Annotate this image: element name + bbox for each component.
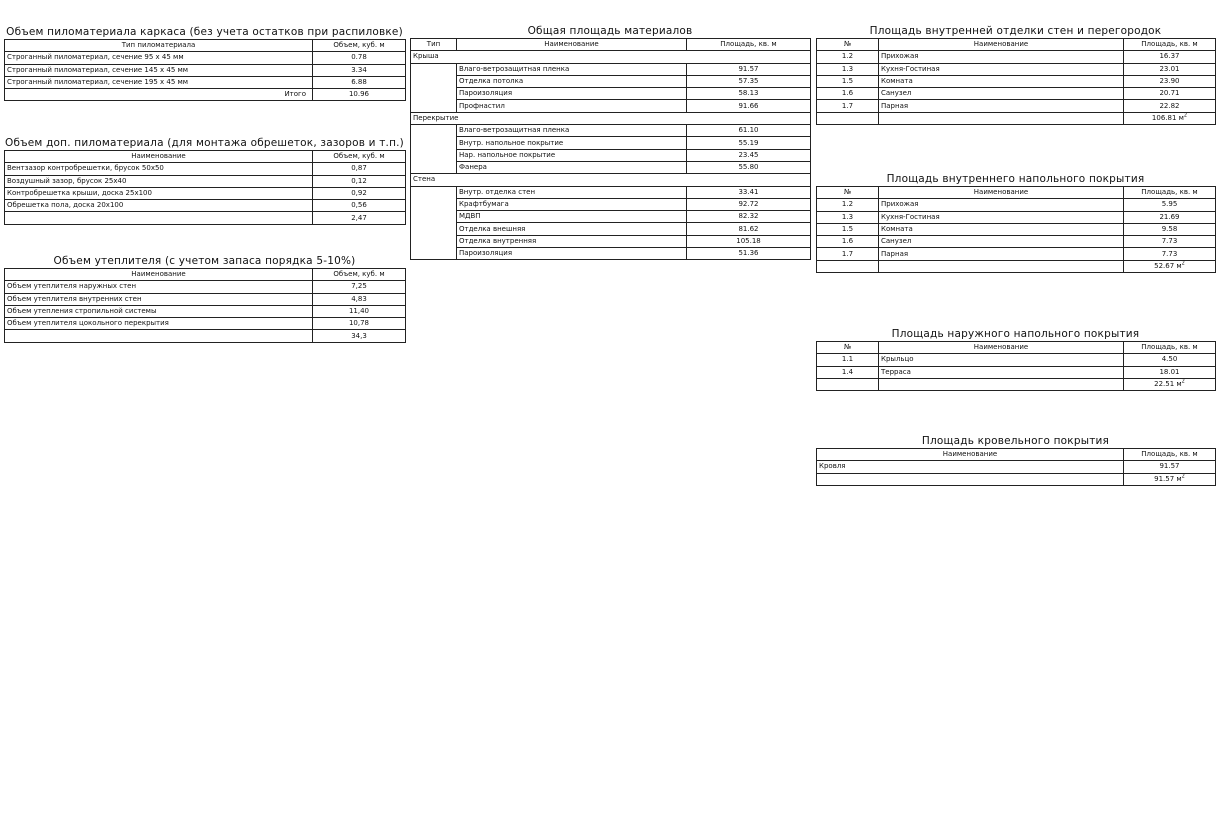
group-spacer	[411, 63, 457, 75]
insulation-volume-table	[4, 268, 406, 343]
total-empty	[817, 378, 879, 390]
row-value: 105.18	[687, 235, 811, 247]
table-row	[5, 175, 406, 187]
row-name: Обрешетка пола, доска 20х100	[5, 200, 313, 212]
row-name: Влаго-ветрозащитная пленка	[457, 125, 687, 137]
materials-area-block	[410, 24, 810, 260]
total-value: 2,47	[313, 212, 406, 224]
row-value: 51.36	[687, 248, 811, 260]
row-value: 91.57	[1124, 461, 1216, 473]
table-header-row	[817, 449, 1216, 461]
row-name: Строганный пиломатериал, сечение 95 х 45 мм	[5, 52, 313, 64]
row-value: 18.01	[1124, 366, 1216, 378]
table-row	[411, 198, 811, 210]
unit-superscript: 2	[1183, 112, 1188, 119]
table-row	[817, 51, 1216, 63]
total-value: 91.57 м	[1154, 474, 1182, 483]
row-name: Внутр. отделка стен	[457, 186, 687, 198]
table-row	[817, 354, 1216, 366]
total-label: Итого	[5, 89, 313, 101]
column-header: Объем, куб. м	[313, 151, 406, 163]
table-row	[5, 293, 406, 305]
group-spacer	[411, 198, 457, 210]
row-name: Комната	[879, 223, 1124, 235]
row-value: 91.66	[687, 100, 811, 112]
group-spacer	[411, 248, 457, 260]
table-row	[411, 75, 811, 87]
row-value: 91.57	[687, 63, 811, 75]
inner-floor-area-block	[816, 172, 1215, 273]
materials-area-title: Общая площадь материалов	[527, 25, 693, 37]
row-name: Санузел	[879, 236, 1124, 248]
inner-wall-area-title: Площадь внутренней отделки стен и перегородок	[869, 25, 1162, 37]
table-row	[817, 63, 1216, 75]
group-header-row	[411, 174, 811, 186]
group-spacer	[411, 223, 457, 235]
group-spacer	[411, 211, 457, 223]
row-name: Парная	[879, 100, 1124, 112]
table-row	[411, 137, 811, 149]
unit-superscript: 2	[1181, 473, 1185, 480]
row-value: 23.90	[1124, 75, 1216, 87]
row-value: 23.01	[1124, 63, 1216, 75]
group-spacer	[411, 125, 457, 137]
column-header: Площадь, кв. м	[1124, 449, 1216, 461]
row-value: 11,40	[313, 305, 406, 317]
table-header-row	[411, 39, 811, 51]
table-row	[5, 281, 406, 293]
row-value: 9.58	[1124, 223, 1216, 235]
row-name: Воздушный зазор, брусок 25х40	[5, 175, 313, 187]
insulation-volume-block	[4, 254, 405, 343]
row-number: 1.2	[817, 51, 879, 63]
total-empty	[879, 112, 1124, 124]
group-header-row	[411, 112, 811, 124]
column-header: №	[817, 342, 879, 354]
row-number: 1.2	[817, 199, 879, 211]
total-cell	[1124, 473, 1216, 485]
column-header: Площадь, кв. м	[687, 39, 811, 51]
frame-volume-table	[4, 39, 406, 101]
total-empty	[817, 112, 879, 124]
row-name: Комната	[879, 75, 1124, 87]
row-name: Объем утеплителя цокольного перекрытия	[5, 318, 313, 330]
row-name: Контробрешетка крыши, доска 25х100	[5, 187, 313, 199]
table-row	[411, 248, 811, 260]
column-header: №	[817, 187, 879, 199]
unit-superscript: 2	[1181, 260, 1185, 267]
row-value: 0,56	[313, 200, 406, 212]
column-header: Наименование	[879, 187, 1124, 199]
group-type-label: Стена	[411, 174, 811, 186]
row-name: Внутр. напольное покрытие	[457, 137, 687, 149]
row-number: 1.1	[817, 354, 879, 366]
inner-floor-area-table	[816, 186, 1216, 273]
row-value: 21.69	[1124, 211, 1216, 223]
total-row	[817, 473, 1216, 485]
table-row	[817, 100, 1216, 112]
inner-floor-area-title: Площадь внутреннего напольного покрытия	[886, 173, 1145, 185]
group-spacer	[411, 149, 457, 161]
table-row	[817, 199, 1216, 211]
row-value: 16.37	[1124, 51, 1216, 63]
row-value: 7.73	[1124, 236, 1216, 248]
total-row	[817, 260, 1216, 272]
table-row	[5, 64, 406, 76]
table-row	[817, 75, 1216, 87]
row-number: 1.7	[817, 248, 879, 260]
row-name: Влаго-ветрозащитная пленка	[457, 63, 687, 75]
row-value: 55.80	[687, 161, 811, 173]
row-name: Крафтбумага	[457, 198, 687, 210]
row-value: 82.32	[687, 211, 811, 223]
table-row	[5, 200, 406, 212]
column-header: Наименование	[879, 342, 1124, 354]
table-row	[411, 149, 811, 161]
row-number: 1.3	[817, 63, 879, 75]
row-name: Фанера	[457, 161, 687, 173]
table-row	[817, 223, 1216, 235]
row-value: 4,83	[313, 293, 406, 305]
roof-area-title: Площадь кровельного покрытия	[921, 435, 1110, 447]
column-header: Площадь, кв. м	[1124, 187, 1216, 199]
row-name: Профнастил	[457, 100, 687, 112]
table-row	[817, 236, 1216, 248]
row-value: 0,87	[313, 163, 406, 175]
row-name: Объем утеплителя наружных стен	[5, 281, 313, 293]
group-spacer	[411, 186, 457, 198]
total-value: 106.81 м	[1151, 113, 1184, 122]
row-name: Крыльцо	[879, 354, 1124, 366]
table-row	[5, 52, 406, 64]
row-name: Прихожая	[879, 199, 1124, 211]
table-row	[5, 305, 406, 317]
table-row	[5, 163, 406, 175]
row-value: 33.41	[687, 186, 811, 198]
total-row	[817, 112, 1216, 124]
column-header: Наименование	[879, 39, 1124, 51]
row-name: Прихожая	[879, 51, 1124, 63]
row-name: Кровля	[817, 461, 1124, 473]
frame-volume-block	[4, 25, 405, 101]
row-name: Парная	[879, 248, 1124, 260]
outer-floor-area-title: Площадь наружного напольного покрытия	[891, 328, 1140, 340]
column-header: Наименование	[457, 39, 687, 51]
row-value: 22.82	[1124, 100, 1216, 112]
total-row	[5, 89, 406, 101]
row-value: 0.78	[313, 52, 406, 64]
extra-volume-block	[4, 136, 405, 225]
column-header: Объем, куб. м	[313, 40, 406, 52]
total-value: 52.67 м	[1154, 261, 1182, 270]
row-value: 10,78	[313, 318, 406, 330]
column-header: Наименование	[5, 269, 313, 281]
table-row	[5, 187, 406, 199]
table-row	[411, 186, 811, 198]
table-row	[411, 100, 811, 112]
table-row	[411, 211, 811, 223]
total-value: 22.51 м	[1154, 380, 1182, 389]
row-value: 57.35	[687, 75, 811, 87]
group-type-label: Перекрытие	[411, 112, 811, 124]
table-row	[817, 366, 1216, 378]
table-header-row	[817, 187, 1216, 199]
group-spacer	[411, 235, 457, 247]
total-label-empty	[5, 212, 313, 224]
total-row	[817, 378, 1216, 390]
row-value: 7,25	[313, 281, 406, 293]
total-empty	[879, 378, 1124, 390]
table-row	[817, 88, 1216, 100]
row-value: 92.72	[687, 198, 811, 210]
outer-floor-area-block	[816, 327, 1215, 391]
row-name: Объем утеплителя внутренних стен	[5, 293, 313, 305]
total-cell	[1124, 112, 1216, 124]
row-name: Нар. напольное покрытие	[457, 149, 687, 161]
row-value: 61.10	[687, 125, 811, 137]
row-number: 1.6	[817, 88, 879, 100]
inner-wall-area-table	[816, 38, 1216, 125]
total-value: 34,3	[313, 330, 406, 342]
row-value: 81.62	[687, 223, 811, 235]
row-value: 23.45	[687, 149, 811, 161]
table-header-row	[5, 151, 406, 163]
row-value: 3.34	[313, 64, 406, 76]
group-spacer	[411, 100, 457, 112]
table-header-row	[817, 39, 1216, 51]
column-header: Тип пиломатериала	[5, 40, 313, 52]
row-name: Отделка внешняя	[457, 223, 687, 235]
row-number: 1.3	[817, 211, 879, 223]
row-name: Пароизоляция	[457, 248, 687, 260]
row-name: Кухня-Гостиная	[879, 63, 1124, 75]
materials-area-table	[410, 38, 811, 260]
row-name: Вентзазор контробрешетки, брусок 50х50	[5, 163, 313, 175]
row-value: 0,12	[313, 175, 406, 187]
column-header: №	[817, 39, 879, 51]
extra-volume-title: Объем доп. пиломатериала (для монтажа обрешеток, зазоров и т.п.)	[5, 137, 404, 149]
table-header-row	[817, 342, 1216, 354]
table-row	[817, 211, 1216, 223]
row-number: 1.4	[817, 366, 879, 378]
row-name: Объем утепления стропильной системы	[5, 305, 313, 317]
table-row	[411, 125, 811, 137]
table-header-row	[5, 40, 406, 52]
row-name: Санузел	[879, 88, 1124, 100]
total-cell	[1124, 260, 1216, 272]
table-row	[817, 461, 1216, 473]
row-number: 1.5	[817, 223, 879, 235]
row-value: 58.13	[687, 88, 811, 100]
column-header: Площадь, кв. м	[1124, 342, 1216, 354]
row-value: 4.50	[1124, 354, 1216, 366]
table-row	[5, 318, 406, 330]
row-value: 7.73	[1124, 248, 1216, 260]
frame-volume-title: Объем пиломатериала каркаса (без учета остатков при распиловке)	[6, 26, 403, 38]
row-value: 0,92	[313, 187, 406, 199]
group-header-row	[411, 51, 811, 63]
inner-wall-area-block	[816, 24, 1215, 125]
row-value: 55.19	[687, 137, 811, 149]
total-label-empty	[5, 330, 313, 342]
outer-floor-area-table	[816, 341, 1216, 391]
total-row	[5, 330, 406, 342]
total-cell	[1124, 378, 1216, 390]
group-spacer	[411, 137, 457, 149]
column-header: Объем, куб. м	[313, 269, 406, 281]
table-row	[411, 235, 811, 247]
row-name: МДВП	[457, 211, 687, 223]
table-header-row	[5, 269, 406, 281]
row-number: 1.5	[817, 75, 879, 87]
group-type-label: Крыша	[411, 51, 811, 63]
table-row	[817, 248, 1216, 260]
roof-area-table	[816, 448, 1216, 486]
unit-superscript: 2	[1181, 378, 1185, 385]
column-header: Наименование	[5, 151, 313, 163]
insulation-volume-title: Объем утеплителя (с учетом запаса порядка 5-10%)	[53, 255, 356, 267]
table-row	[411, 63, 811, 75]
row-name: Строганный пиломатериал, сечение 145 х 45 мм	[5, 64, 313, 76]
total-value: 10.96	[313, 89, 406, 101]
row-name: Кухня-Гостиная	[879, 211, 1124, 223]
row-value: 20.71	[1124, 88, 1216, 100]
row-number: 1.7	[817, 100, 879, 112]
group-spacer	[411, 161, 457, 173]
row-name: Строганный пиломатериал, сечение 195 х 45 мм	[5, 76, 313, 88]
table-row	[411, 161, 811, 173]
table-row	[411, 88, 811, 100]
row-value: 5.95	[1124, 199, 1216, 211]
total-empty	[879, 260, 1124, 272]
total-empty	[817, 473, 1124, 485]
column-header: Тип	[411, 39, 457, 51]
row-name: Отделка потолка	[457, 75, 687, 87]
column-header: Наименование	[817, 449, 1124, 461]
group-spacer	[411, 88, 457, 100]
row-name: Терраса	[879, 366, 1124, 378]
table-row	[5, 76, 406, 88]
row-number: 1.6	[817, 236, 879, 248]
extra-volume-table	[4, 150, 406, 225]
roof-area-block	[816, 434, 1215, 486]
table-row	[411, 223, 811, 235]
column-header: Площадь, кв. м	[1124, 39, 1216, 51]
row-name: Пароизоляция	[457, 88, 687, 100]
row-value: 6.88	[313, 76, 406, 88]
row-name: Отделка внутренняя	[457, 235, 687, 247]
total-row	[5, 212, 406, 224]
total-empty	[817, 260, 879, 272]
group-spacer	[411, 75, 457, 87]
